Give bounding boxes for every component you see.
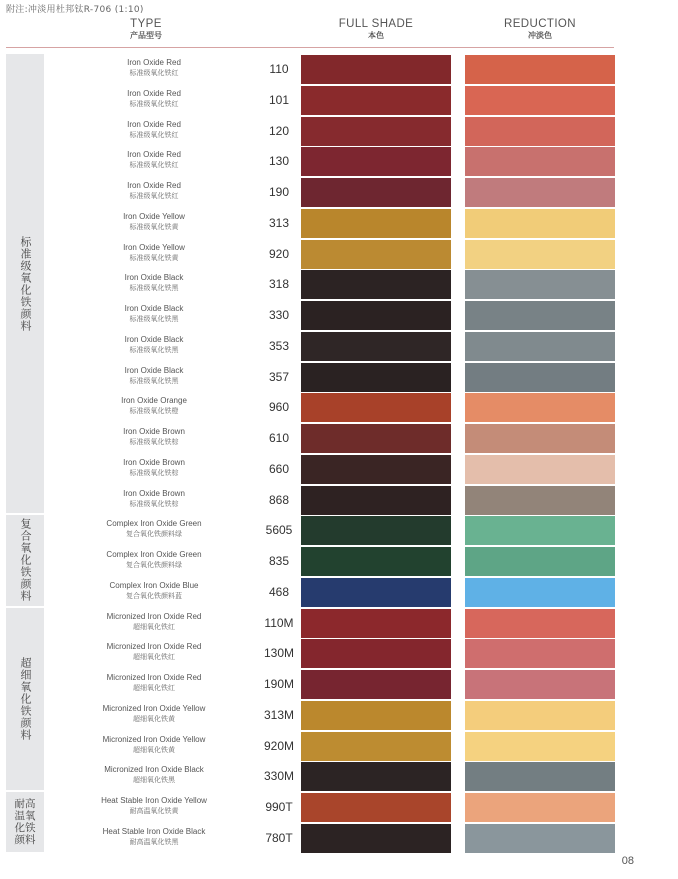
product-name-en: Iron Oxide Red — [127, 58, 181, 67]
reduction-swatch — [465, 762, 615, 791]
product-name-en: Iron Oxide Black — [124, 334, 184, 344]
full-shade-swatch — [301, 363, 451, 392]
header-type — [80, 18, 212, 41]
table-row — [0, 208, 678, 239]
product-type — [52, 119, 256, 141]
table-row — [0, 392, 678, 423]
product-name-en: Micronized Iron Oxide Yellow — [102, 734, 206, 744]
reduction-swatch — [465, 455, 615, 484]
full-shade-swatch — [301, 762, 451, 791]
product-name-zh: 标准级氧化铁棕 — [129, 499, 179, 508]
product-code: 190M — [263, 677, 295, 691]
category-group-label: 标准级氧化铁颜料 — [19, 235, 32, 332]
table-row — [0, 177, 678, 208]
product-name-en: Heat Stable Iron Oxide Black — [102, 826, 206, 836]
product-type — [52, 365, 256, 387]
full-shade-swatch — [301, 55, 451, 84]
table-row — [0, 116, 678, 147]
product-name-en: Iron Oxide Yellow — [123, 211, 185, 221]
full-shade-swatch — [301, 701, 451, 730]
product-code: 353 — [268, 338, 290, 353]
product-name-en: Complex Iron Oxide Green — [106, 550, 202, 559]
product-name-zh: 复合氧化铁颜料蓝 — [126, 591, 182, 600]
product-code: 920 — [268, 246, 290, 261]
full-shade-swatch — [301, 516, 451, 545]
full-shade-swatch — [301, 639, 451, 668]
table-row — [0, 362, 678, 393]
table-row — [0, 85, 678, 116]
full-shade-swatch — [301, 486, 451, 515]
table-row — [0, 638, 678, 669]
product-type — [52, 180, 256, 202]
reduction-swatch — [465, 240, 615, 269]
product-name-zh: 复合氧化铁颜料绿 — [126, 530, 182, 539]
product-name-en: Iron Oxide Red — [127, 150, 181, 160]
product-name-zh: 标准级氧化铁棕 — [129, 438, 179, 446]
header-reduction-en: REDUCTION — [504, 18, 576, 30]
product-type — [52, 88, 256, 110]
category-group-label: 超细氧化铁颜料 — [19, 656, 32, 741]
header-reduction — [465, 18, 615, 41]
product-name-en: Iron Oxide Red — [127, 119, 181, 129]
product-name-zh: 标准级氧化铁红 — [129, 99, 179, 108]
product-type — [52, 211, 256, 233]
product-code: 313 — [268, 215, 290, 230]
product-type — [52, 641, 256, 663]
header-type-en: TYPE — [130, 18, 162, 30]
table-row — [0, 669, 678, 700]
reduction-swatch — [465, 147, 615, 176]
product-name-en: Iron Oxide Yellow — [123, 242, 185, 252]
product-code: 960 — [268, 400, 290, 415]
product-name-zh: 标准级氧化铁黄 — [129, 222, 179, 231]
header-reduction-zh: 冲淡色 — [528, 31, 552, 40]
product-type — [52, 57, 256, 79]
page-number: 08 — [621, 855, 634, 867]
header-full-shade-en: FULL SHADE — [338, 18, 414, 30]
product-name-en: Iron Oxide Red — [127, 88, 181, 98]
product-name-zh: 超细氧化铁红 — [133, 653, 175, 662]
product-name-zh: 超细氧化铁红 — [133, 684, 175, 692]
full-shade-swatch — [301, 609, 451, 638]
product-type — [52, 549, 256, 571]
table-row — [0, 269, 678, 300]
table-row — [0, 792, 678, 823]
product-code: 835 — [268, 554, 290, 568]
reduction-swatch — [465, 363, 615, 392]
product-code: 313M — [263, 707, 295, 722]
reduction-swatch — [465, 55, 615, 84]
reduction-swatch — [465, 670, 615, 699]
reduction-swatch — [465, 332, 615, 361]
full-shade-swatch — [301, 578, 451, 607]
table-row — [0, 700, 678, 731]
full-shade-swatch — [301, 240, 451, 269]
product-name-zh: 标准级氧化铁棕 — [129, 468, 179, 477]
table-row — [0, 146, 678, 177]
product-type — [52, 272, 256, 294]
full-shade-swatch — [301, 147, 451, 176]
product-name-zh: 标准级氧化铁黑 — [129, 345, 179, 354]
full-shade-swatch — [301, 301, 451, 330]
reduction-swatch — [465, 609, 615, 638]
product-code: 120 — [268, 123, 290, 138]
reduction-swatch — [465, 824, 615, 853]
product-name-zh: 标准级氧化铁黄 — [129, 253, 179, 262]
reduction-swatch — [465, 301, 615, 330]
category-group-label: 复合氧化铁颜料 — [19, 518, 32, 603]
table-row — [0, 331, 678, 362]
product-name-en: Iron Oxide Brown — [123, 427, 185, 436]
full-shade-swatch — [301, 86, 451, 115]
product-code: 868 — [268, 492, 290, 507]
product-name-en: Micronized Iron Oxide Red — [106, 611, 202, 621]
product-name-zh: 标准级氧化铁黑 — [129, 376, 179, 385]
product-type — [52, 672, 256, 694]
full-shade-swatch — [301, 209, 451, 238]
full-shade-swatch — [301, 270, 451, 299]
full-shade-swatch — [301, 117, 451, 146]
full-shade-swatch — [301, 824, 451, 853]
header-full-shade-zh: 本色 — [368, 31, 384, 40]
table-row — [0, 454, 678, 485]
product-name-zh: 标准级氧化铁红 — [129, 161, 179, 170]
product-code: 110M — [264, 615, 294, 630]
product-name-zh: 超细氧化铁黄 — [133, 745, 175, 754]
header-full-shade — [301, 18, 451, 41]
product-code: 130M — [263, 646, 295, 661]
product-name-zh: 超细氧化铁红 — [133, 622, 175, 631]
product-name-en: Iron Oxide Black — [124, 365, 184, 375]
product-type — [52, 242, 256, 264]
table-row — [0, 731, 678, 762]
product-code: 5605 — [265, 523, 293, 538]
product-name-en: Micronized Iron Oxide Black — [104, 765, 204, 775]
product-code: 190 — [268, 185, 290, 199]
footnote-dilution: 附注:冲淡用杜邦钛R-706 (1:10) — [6, 5, 144, 15]
reduction-swatch — [465, 793, 615, 822]
product-code: 101 — [268, 92, 290, 107]
product-code: 920M — [263, 738, 295, 753]
product-code: 130 — [268, 154, 290, 169]
product-code: 468 — [268, 584, 290, 599]
product-name-zh: 耐高温氧化铁黄 — [129, 807, 179, 815]
reduction-swatch — [465, 424, 615, 453]
full-shade-swatch — [301, 332, 451, 361]
reduction-swatch — [465, 732, 615, 761]
full-shade-swatch — [301, 178, 451, 207]
product-type — [52, 518, 256, 540]
product-type — [52, 303, 256, 325]
product-name-zh: 复合氧化铁颜料绿 — [126, 561, 182, 569]
product-type — [52, 457, 256, 479]
reduction-swatch — [465, 547, 615, 576]
product-type — [52, 703, 256, 725]
product-type — [52, 580, 256, 602]
table-row — [0, 423, 678, 454]
product-name-en: Iron Oxide Black — [124, 273, 184, 283]
product-type — [52, 734, 256, 756]
product-type — [52, 488, 256, 510]
product-name-zh: 超细氧化铁黑 — [133, 776, 175, 785]
reduction-swatch — [465, 209, 615, 238]
category-group-label: 耐高温氧化铁颜料 — [14, 797, 36, 846]
product-name-en: Iron Oxide Brown — [123, 457, 185, 467]
product-type — [52, 764, 256, 786]
reduction-swatch — [465, 178, 615, 207]
product-name-zh: 耐高温氧化铁黑 — [129, 837, 179, 846]
product-name-en: Iron Oxide Black — [124, 304, 184, 313]
product-name-en: Micronized Iron Oxide Red — [106, 673, 202, 682]
reduction-swatch — [465, 486, 615, 515]
product-code: 660 — [268, 461, 290, 476]
product-code: 357 — [268, 369, 290, 384]
full-shade-swatch — [301, 732, 451, 761]
full-shade-swatch — [301, 547, 451, 576]
table-row — [0, 54, 678, 85]
product-code: 780T — [265, 830, 293, 845]
product-name-en: Complex Iron Oxide Green — [106, 519, 202, 529]
reduction-swatch — [465, 86, 615, 115]
header-type-zh: 产品型号 — [130, 31, 162, 40]
table-row — [0, 608, 678, 639]
product-code: 330M — [263, 769, 295, 784]
full-shade-swatch — [301, 424, 451, 453]
full-shade-swatch — [301, 393, 451, 422]
product-name-en: Iron Oxide Brown — [123, 488, 185, 498]
reduction-swatch — [465, 516, 615, 545]
full-shade-swatch — [301, 455, 451, 484]
full-shade-swatch — [301, 670, 451, 699]
product-name-zh: 标准级氧化铁红 — [129, 130, 179, 139]
reduction-swatch — [465, 639, 615, 668]
reduction-swatch — [465, 270, 615, 299]
product-type — [52, 611, 256, 633]
product-code: 110 — [269, 62, 289, 76]
product-code: 318 — [268, 277, 290, 292]
product-name-zh: 标准级氧化铁黑 — [129, 284, 179, 293]
table-row — [0, 761, 678, 792]
product-type — [52, 795, 256, 817]
product-type — [52, 334, 256, 356]
product-name-en: Complex Iron Oxide Blue — [109, 580, 199, 590]
product-type — [52, 395, 256, 417]
table-row — [0, 515, 678, 546]
product-name-zh: 标准级氧化铁黑 — [129, 315, 179, 323]
reduction-swatch — [465, 393, 615, 422]
product-name-en: Iron Oxide Orange — [121, 396, 187, 406]
table-row — [0, 823, 678, 854]
product-name-en: Iron Oxide Red — [127, 181, 181, 190]
product-name-zh: 标准级氧化铁红 — [129, 69, 179, 77]
product-name-zh: 超细氧化铁黄 — [133, 714, 175, 723]
reduction-swatch — [465, 578, 615, 607]
product-code: 610 — [268, 431, 290, 445]
table-row — [0, 546, 678, 577]
reduction-swatch — [465, 701, 615, 730]
product-name-zh: 标准级氧化铁红 — [129, 192, 179, 200]
product-type — [52, 826, 256, 848]
product-name-en: Micronized Iron Oxide Red — [106, 642, 202, 652]
product-name-en: Micronized Iron Oxide Yellow — [102, 703, 206, 713]
product-type — [52, 426, 256, 448]
table-row — [0, 577, 678, 608]
product-code: 990T — [265, 800, 293, 814]
table-row — [0, 300, 678, 331]
product-name-en: Heat Stable Iron Oxide Yellow — [101, 796, 207, 805]
product-type — [52, 149, 256, 171]
table-row — [0, 485, 678, 516]
product-code: 330 — [268, 308, 290, 322]
reduction-swatch — [465, 117, 615, 146]
table-row — [0, 239, 678, 270]
full-shade-swatch — [301, 793, 451, 822]
product-name-zh: 标准级氧化铁橙 — [129, 407, 179, 416]
header-divider — [6, 47, 614, 48]
